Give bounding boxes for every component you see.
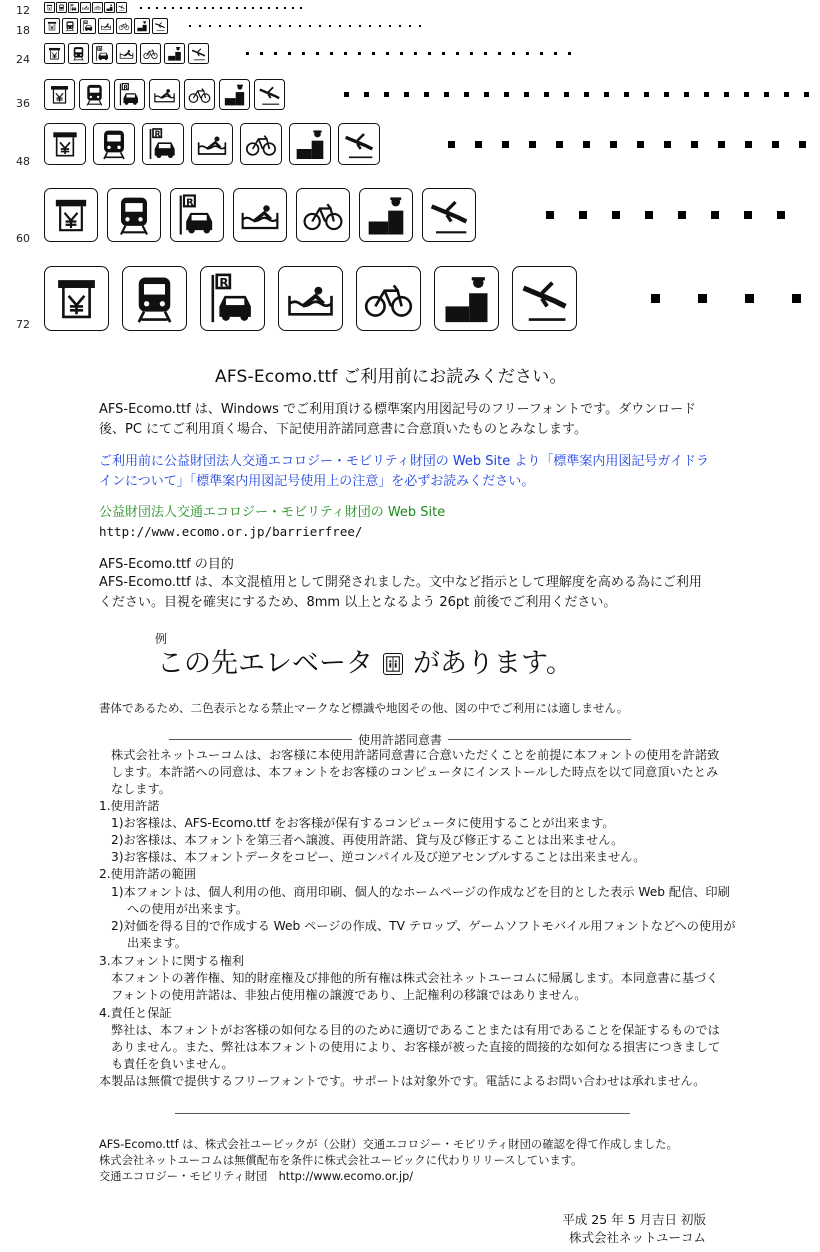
footer-line: AFS-Ecomo.ttf は、株式会社ユービックが（公財）交通エコロジー・モビリティ財団の確認を得て作成しました。	[99, 1138, 678, 1151]
leader-dot	[645, 211, 653, 219]
leader-dot	[244, 7, 246, 9]
leader-dot	[524, 92, 529, 97]
leader-dot	[526, 52, 529, 55]
leader-dot	[644, 92, 649, 97]
train-icon	[107, 188, 161, 242]
atm-yen-icon	[44, 266, 109, 331]
section-2-item: 1)本フォントは、個人利用の他、商用印刷、個人的なホームページの作成などを目的とした表示 Web 配信、印刷への使用が出来ます。	[111, 885, 730, 916]
signature	[562, 1211, 706, 1247]
leader-dot	[288, 52, 291, 55]
bicycle-icon	[356, 266, 421, 331]
information-staff-icon	[359, 188, 413, 242]
glyph-specimen	[0, 0, 820, 340]
information-staff-icon	[434, 266, 499, 331]
bicycle-icon	[140, 43, 161, 64]
leader-dot	[349, 25, 351, 27]
specimen-row	[0, 43, 820, 64]
leader-dot	[212, 7, 214, 9]
section-1-item: 2)お客様は、本フォントを第三者へ譲渡、再使用許諾、貸与及び修正することは出来ません。	[111, 833, 624, 847]
train-icon	[79, 79, 110, 110]
leader-dot	[274, 52, 277, 55]
leader-dot	[404, 92, 409, 97]
leader-dot	[269, 25, 271, 27]
leader-dot	[260, 52, 263, 55]
leader-dot	[744, 92, 749, 97]
leader-dot	[228, 7, 230, 9]
bath-icon	[116, 43, 137, 64]
leader-dot	[339, 25, 341, 27]
site-url-link[interactable]: http://www.ecomo.or.jp/barrierfree/	[99, 524, 363, 539]
license-heading-text: 使用許諾同意書	[358, 733, 443, 747]
svg-text:R: R	[71, 4, 73, 7]
specimen-row	[0, 18, 820, 37]
usage-note: 書体であるため、二色表示となる禁止マークなど標識や地図その他、図の中でご利用には適しません。	[99, 701, 629, 715]
leader-dot	[358, 52, 361, 55]
glyph-set	[44, 188, 485, 242]
section-1-title: 1.使用許諾	[99, 799, 160, 813]
size-label: 72	[16, 318, 30, 331]
leader-dot	[199, 25, 201, 27]
leader-dot	[637, 141, 644, 148]
leader-dot	[209, 25, 211, 27]
rental-car-icon	[142, 123, 184, 165]
leader-dot	[554, 52, 557, 55]
leader-dot	[428, 52, 431, 55]
section-2-title: 2.使用許諾の範囲	[99, 867, 196, 881]
svg-text:R: R	[85, 21, 88, 25]
information-staff-icon	[164, 43, 185, 64]
leader-dot	[292, 7, 294, 9]
leader-dot	[698, 294, 707, 303]
intro-paragraph: AFS-Ecomo.ttf は、Windows でご利用頂ける標準案内用図記号のフリーフォントです。ダウンロード後、PC にてご利用頂く場合、下記使用許諾同意書に合意頂いたものとみなします。	[99, 402, 697, 437]
leader-dot	[624, 92, 629, 97]
leader-dot	[724, 92, 729, 97]
leader-dot	[196, 7, 198, 9]
dot-leader	[546, 188, 810, 242]
dot-leader	[651, 266, 820, 331]
bath-icon	[278, 266, 343, 331]
section-4-title: 4.責任と保証	[99, 1006, 172, 1020]
leader-dot	[359, 25, 361, 27]
train-icon	[93, 123, 135, 165]
leader-dot	[512, 52, 515, 55]
example-after: があります。	[413, 648, 573, 679]
specimen-row	[0, 79, 820, 110]
leader-dot	[189, 25, 191, 27]
leader-dot	[249, 25, 251, 27]
leader-dot	[369, 25, 371, 27]
leader-dot	[319, 25, 321, 27]
section-3-title: 3.本フォントに関する権利	[99, 954, 245, 968]
purpose-paragraph: AFS-Ecomo.ttf は、本文混植用として開発されました。文中など指示として理解度を高める為にご利用ください。目視を確実にするため、8mm 以上となるよう 26pt 前後でご利用ください。	[99, 575, 702, 610]
leader-dot	[316, 52, 319, 55]
departure-icon	[116, 2, 127, 13]
specimen-row	[0, 266, 820, 331]
information-staff-icon	[134, 18, 150, 34]
leader-dot	[484, 52, 487, 55]
atm-yen-icon	[44, 188, 98, 242]
footer	[99, 1137, 678, 1185]
leader-dot	[470, 52, 473, 55]
departure-icon	[338, 123, 380, 165]
page-title: AFS-Ecomo.ttf ご利用前にお読みください。	[215, 367, 567, 387]
edition-date: 平成 25 年 5 月吉日 初版	[562, 1212, 706, 1227]
atm-yen-icon	[44, 2, 55, 13]
rental-car-icon	[92, 43, 113, 64]
size-label: 12	[16, 4, 30, 17]
size-label: 24	[16, 53, 30, 66]
license-preamble: 株式会社ネットユーコムは、お客様に本使用許諾同意書に合意いただくことを前提に本フォントの使用を許諾致します。本許諾への同意は、本フォントをお客様のコンピュータにインストールした時点を以て同意頂いたとみなします。	[111, 748, 720, 796]
leader-dot	[777, 211, 785, 219]
publisher-name: 株式会社ネットユーコム	[568, 1230, 706, 1245]
leader-dot	[229, 25, 231, 27]
leader-dot	[299, 25, 301, 27]
svg-text:R: R	[123, 85, 128, 92]
svg-text:R: R	[154, 129, 161, 139]
leader-dot	[651, 294, 660, 303]
leader-dot	[540, 52, 543, 55]
departure-icon	[254, 79, 285, 110]
leader-dot	[442, 52, 445, 55]
example-before: この先エレベータ	[157, 648, 373, 679]
leader-dot	[219, 25, 221, 27]
glyph-set	[44, 79, 289, 110]
leader-dot	[302, 52, 305, 55]
leader-dot	[704, 92, 709, 97]
leader-dot	[498, 52, 501, 55]
departure-icon	[422, 188, 476, 242]
information-staff-icon	[289, 123, 331, 165]
glyph-set	[44, 266, 590, 331]
leader-dot	[456, 52, 459, 55]
leader-dot	[389, 25, 391, 27]
rental-car-icon	[200, 266, 265, 331]
leader-dot	[400, 52, 403, 55]
leader-dot	[188, 7, 190, 9]
leader-dot	[529, 141, 536, 148]
information-staff-icon	[219, 79, 250, 110]
leader-dot	[372, 52, 375, 55]
dot-leader	[344, 79, 820, 110]
leader-dot	[309, 25, 311, 27]
leader-dot	[784, 92, 789, 97]
leader-dot	[252, 7, 254, 9]
leader-dot	[504, 92, 509, 97]
leader-dot	[276, 7, 278, 9]
glyph-set	[44, 43, 212, 64]
information-staff-icon	[104, 2, 115, 13]
leader-dot	[610, 141, 617, 148]
site-name: 公益財団法人交通エコロジー・モビリティ財団の Web Site	[99, 505, 446, 520]
glyph-set	[44, 18, 170, 34]
leader-dot	[444, 92, 449, 97]
train-icon	[68, 43, 89, 64]
leader-dot	[745, 294, 754, 303]
example-sentence	[157, 644, 573, 684]
leader-dot	[246, 52, 249, 55]
closing-text: 本製品は無償で提供するフリーフォントです。サポートは対象外です。電話によるお問い合わせは承れません。	[99, 1074, 706, 1088]
departure-icon	[152, 18, 168, 34]
leader-dot	[664, 92, 669, 97]
leader-dot	[799, 141, 806, 148]
leader-dot	[364, 92, 369, 97]
leader-dot	[268, 7, 270, 9]
leader-dot	[502, 141, 509, 148]
leader-dot	[300, 7, 302, 9]
leader-dot	[664, 141, 671, 148]
leader-dot	[344, 92, 349, 97]
rental-car-icon	[80, 18, 96, 34]
glyph-set	[44, 123, 387, 165]
leader-dot	[156, 7, 158, 9]
leader-dot	[612, 211, 620, 219]
svg-text:R: R	[186, 197, 194, 209]
dot-leader	[448, 123, 820, 165]
leader-dot	[744, 211, 752, 219]
leader-dot	[764, 92, 769, 97]
leader-dot	[745, 141, 752, 148]
bath-icon	[233, 188, 287, 242]
size-label: 18	[16, 24, 30, 37]
leader-dot	[239, 25, 241, 27]
leader-dot	[164, 7, 166, 9]
license-heading	[99, 731, 711, 748]
purpose-heading: AFS-Ecomo.ttf の目的	[99, 557, 234, 572]
leader-dot	[180, 7, 182, 9]
bath-icon	[98, 18, 114, 34]
glyph-set	[44, 2, 128, 13]
specimen-row	[0, 188, 820, 245]
leader-dot	[544, 92, 549, 97]
elevator-icon	[383, 653, 403, 675]
leader-dot	[711, 211, 719, 219]
example-label: 例	[155, 632, 168, 646]
bath-icon	[191, 123, 233, 165]
leader-dot	[414, 52, 417, 55]
bicycle-icon	[240, 123, 282, 165]
leader-dot	[604, 92, 609, 97]
leader-dot	[260, 7, 262, 9]
size-label: 36	[16, 97, 30, 110]
section-3-text: 本フォントの著作権、知的財産権及び排他的所有権は株式会社ネットユーコムに帰属します。本同意書に基づくフォントの使用許諾は、非独占使用権の譲渡であり、上記権利の移譲ではありません。	[111, 971, 719, 1002]
leader-dot	[289, 25, 291, 27]
bath-icon	[80, 2, 91, 13]
specimen-row	[0, 2, 820, 17]
leader-dot	[448, 141, 455, 148]
leader-dot	[344, 52, 347, 55]
leader-dot	[329, 25, 331, 27]
rental-car-icon	[114, 79, 145, 110]
leader-dot	[279, 25, 281, 27]
section-2-item: 2)対価を得る目的で作成する Web ページの作成、TV テロップ、ゲームソフトモバイル用フォントなどへの使用が出来ます。	[111, 919, 736, 950]
bicycle-icon	[92, 2, 103, 13]
leader-dot	[484, 92, 489, 97]
leader-dot	[556, 141, 563, 148]
size-label: 48	[16, 155, 30, 168]
divider	[169, 739, 352, 740]
departure-icon	[188, 43, 209, 64]
rental-car-icon	[68, 2, 79, 13]
leader-dot	[379, 25, 381, 27]
leader-dot	[718, 141, 725, 148]
svg-text:R: R	[219, 275, 229, 290]
leader-dot	[384, 92, 389, 97]
leader-dot	[204, 7, 206, 9]
leader-dot	[148, 7, 150, 9]
leader-dot	[678, 211, 686, 219]
leader-dot	[220, 7, 222, 9]
leader-dot	[568, 52, 571, 55]
leader-dot	[792, 294, 801, 303]
leader-dot	[584, 92, 589, 97]
leader-dot	[772, 141, 779, 148]
leader-dot	[424, 92, 429, 97]
bicycle-icon	[116, 18, 132, 34]
leader-dot	[236, 7, 238, 9]
section-4-text: 弊社は、本フォントがお客様の如何なる目的のために適切であることまたは有用であることを保証するものではありません。また、弊社は本フォントの使用により、お客様が被った直接的間接的な如何なる損害につきましても責任を負いません。	[111, 1023, 721, 1071]
leader-dot	[583, 141, 590, 148]
leader-dot	[564, 92, 569, 97]
bicycle-icon	[184, 79, 215, 110]
atm-yen-icon	[44, 18, 60, 34]
leader-dot	[691, 141, 698, 148]
train-icon	[122, 266, 187, 331]
leader-dot	[386, 52, 389, 55]
section-1-item: 1)お客様は、AFS-Ecomo.ttf をお客様が保有するコンピュータに使用することが出来ます。	[111, 816, 615, 830]
departure-icon	[512, 266, 577, 331]
leader-dot	[579, 211, 587, 219]
notice-paragraph: ご利用前に公益財団法人交通エコロジー・モビリティ財団の Web Site より「標準案内用図記号ガイドラインについて」「標準案内用図記号使用上の注意」を必ずお読みください。	[99, 454, 710, 489]
dot-leader	[246, 43, 582, 64]
leader-dot	[330, 52, 333, 55]
atm-yen-icon	[44, 123, 86, 165]
train-icon	[62, 18, 78, 34]
leader-dot	[684, 92, 689, 97]
leader-dot	[399, 25, 401, 27]
rental-car-icon	[170, 188, 224, 242]
bicycle-icon	[296, 188, 350, 242]
leader-dot	[284, 7, 286, 9]
svg-text:R: R	[98, 46, 102, 51]
leader-dot	[409, 25, 411, 27]
leader-dot	[419, 25, 421, 27]
atm-yen-icon	[44, 43, 65, 64]
leader-dot	[804, 92, 809, 97]
section-1-item: 3)お客様は、本フォントデータをコピー、逆コンパイル及び逆アセンブルすることは出来ません。	[111, 850, 646, 864]
dot-leader	[189, 18, 429, 34]
atm-yen-icon	[44, 79, 75, 110]
footer-line: 株式会社ネットユーコムは無償配布を条件に株式会社ユービックに代わりリリースしています。	[99, 1154, 583, 1167]
leader-dot	[475, 141, 482, 148]
leader-dot	[172, 7, 174, 9]
train-icon	[56, 2, 67, 13]
specimen-row	[0, 123, 820, 168]
bath-icon	[149, 79, 180, 110]
leader-dot	[140, 7, 142, 9]
leader-dot	[464, 92, 469, 97]
divider	[448, 739, 631, 740]
size-label: 60	[16, 232, 30, 245]
dot-leader	[140, 2, 308, 13]
leader-dot	[259, 25, 261, 27]
leader-dot	[546, 211, 554, 219]
divider	[175, 1113, 630, 1114]
footer-line: 交通エコロジー・モビリティ財団 http://www.ecomo.or.jp/	[99, 1170, 414, 1183]
